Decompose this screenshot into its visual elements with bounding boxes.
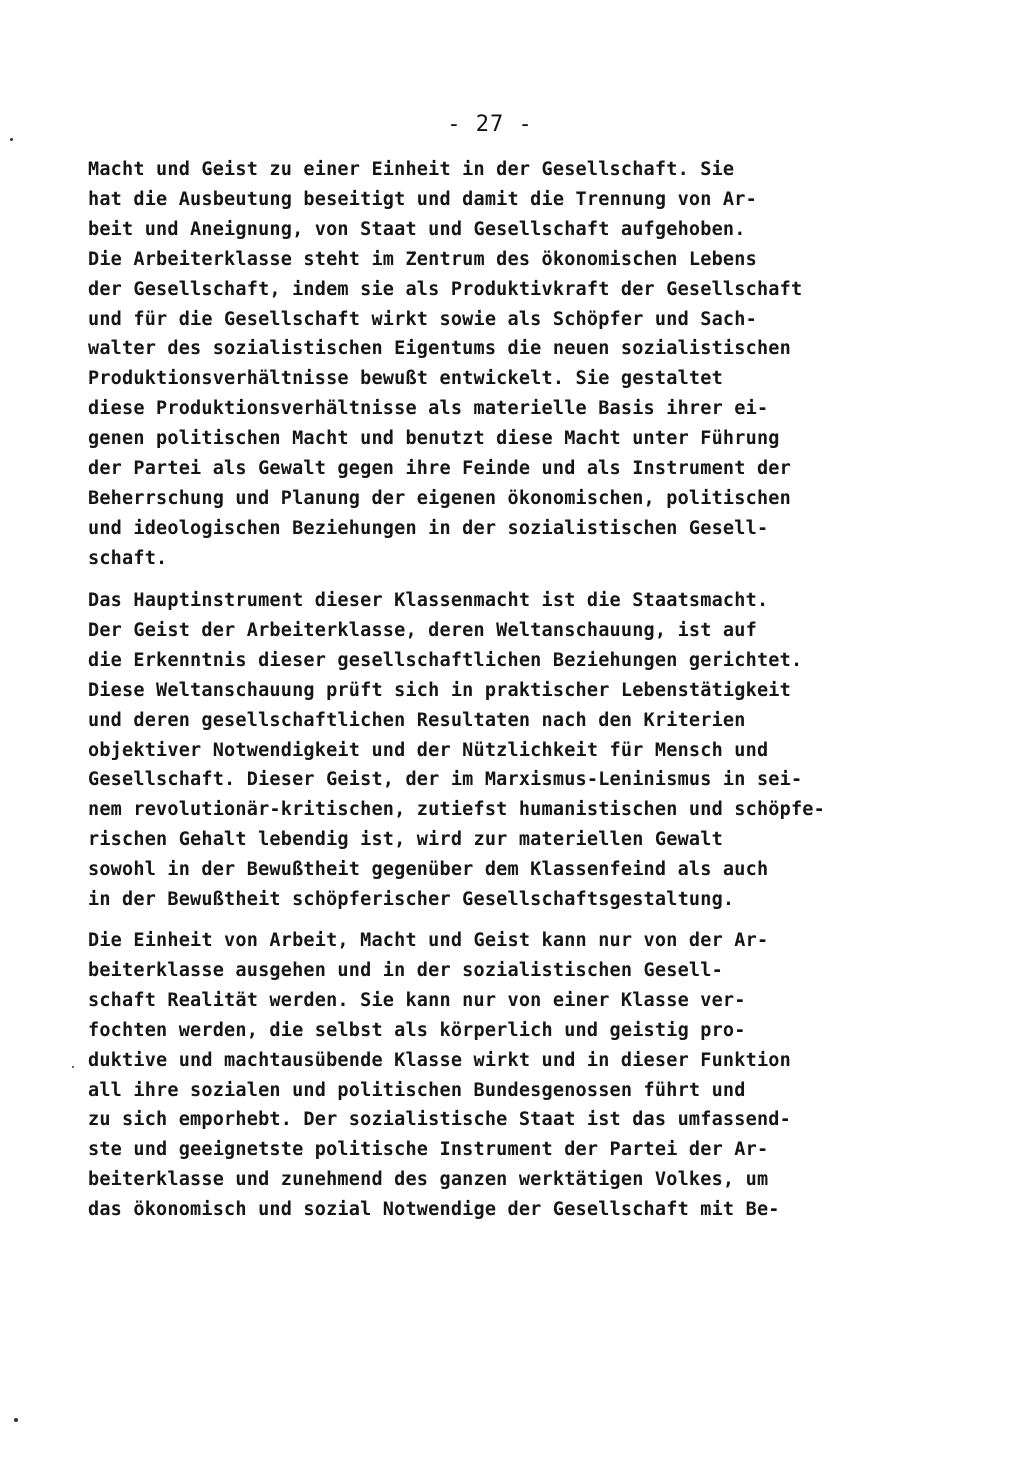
text-line: Beherrschung und Planung der eigenen ökonomischen, politischen xyxy=(88,487,791,509)
paragraph-2 xyxy=(88,586,888,915)
text-line: schaft. xyxy=(88,547,168,569)
text-line: fochten werden, die selbst als körperlich und geistig pro- xyxy=(88,1019,746,1041)
text-line: in der Bewußtheit schöpferischer Gesellschaftsgestaltung. xyxy=(88,889,735,911)
text-line: zu sich emporhebt. Der sozialistische Staat ist das umfassend- xyxy=(88,1109,791,1131)
text-line: beiterklasse und zunehmend des ganzen werktätigen Volkes, um xyxy=(88,1169,769,1191)
scan-speck xyxy=(10,138,13,141)
text-line: Diese Weltanschauung prüft sich in praktischer Lebenstätigkeit xyxy=(88,679,791,701)
text-line: nem revolutionär-kritischen, zutiefst humanistischen und schöpfe- xyxy=(88,799,825,821)
text-line: beit und Aneignung, von Staat und Gesellschaft aufgehoben. xyxy=(88,218,746,240)
text-line: und deren gesellschaftlichen Resultaten nach den Kriterien xyxy=(88,709,746,731)
paragraph-1 xyxy=(88,155,888,574)
text-line: objektiver Notwendigkeit und der Nützlichkeit für Mensch und xyxy=(88,739,769,761)
text-line: Die Einheit von Arbeit, Macht und Geist kann nur von der Ar- xyxy=(88,930,769,951)
text-line: schaft Realität werden. Sie kann nur von einer Klasse ver- xyxy=(88,989,746,1011)
text-line: der Partei als Gewalt gegen ihre Feinde und als Instrument der xyxy=(88,458,791,480)
text-line: sowohl in der Bewußtheit gegenüber dem Klassenfeind als auch xyxy=(88,859,769,881)
text-line: Der Geist der Arbeiterklasse, deren Weltanschauung, ist auf xyxy=(88,619,757,641)
text-line: das ökonomisch und sozial Notwendige der Gesellschaft mit Be- xyxy=(88,1199,780,1221)
scan-speck xyxy=(72,1066,74,1068)
text-line: diese Produktionsverhältnisse als materielle Basis ihrer ei- xyxy=(88,398,769,420)
text-line: Gesellschaft. Dieser Geist, der im Marxismus-Leninismus in sei- xyxy=(88,769,803,791)
text-line: der Gesellschaft, indem sie als Produktivkraft der Gesellschaft xyxy=(88,278,803,300)
text-line: walter des sozialistischen Eigentums die neuen sozialistischen xyxy=(88,338,791,360)
text-line: Produktionsverhältnisse bewußt entwickelt. Sie gestaltet xyxy=(88,368,723,390)
text-line: rischen Gehalt lebendig ist, wird zur materiellen Gewalt xyxy=(88,829,723,851)
text-line: genen politischen Macht und benutzt diese Macht unter Führung xyxy=(88,428,780,450)
text-line: und für die Gesellschaft wirkt sowie als Schöpfer und Sach- xyxy=(88,308,757,330)
scan-speck xyxy=(14,1418,18,1422)
text-line: Die Arbeiterklasse steht im Zentrum des ökonomischen Lebens xyxy=(88,248,757,270)
page-number: - 27 - xyxy=(447,112,533,137)
text-line: all ihre sozialen und politischen Bundesgenossen führt und xyxy=(88,1079,746,1101)
text-line: hat die Ausbeutung beseitigt und damit die Trennung von Ar- xyxy=(88,188,757,210)
text-line: ste und geeignetste politische Instrument der Partei der Ar- xyxy=(88,1139,769,1161)
text-line: Macht und Geist zu einer Einheit in der Gesellschaft. Sie xyxy=(88,159,735,180)
text-line: die Erkenntnis dieser gesellschaftlichen Beziehungen gerichtet. xyxy=(88,649,803,671)
text-line: duktive und machtausübende Klasse wirkt und in dieser Funktion xyxy=(88,1049,791,1071)
text-line: und ideologischen Beziehungen in der sozialistischen Gesell- xyxy=(88,517,769,539)
paragraph-3 xyxy=(88,926,888,1225)
text-line: Das Hauptinstrument dieser Klassenmacht ist die Staatsmacht. xyxy=(88,590,769,611)
text-line: beiterklasse ausgehen und in der sozialistischen Gesell- xyxy=(88,959,723,981)
